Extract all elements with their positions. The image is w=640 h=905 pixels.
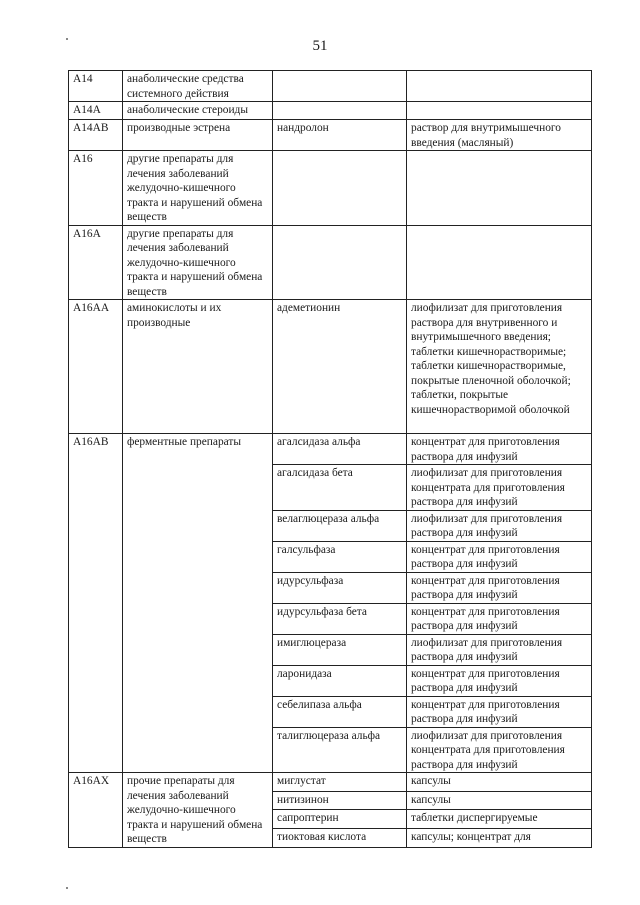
dosage-form-cell: лиофилизат для приготовления раствора для внутривенного и внутримышечного введения; таблетки кишечнорастворимые; таблетки кишечнорастворимые, покрытые пленочной оболочкой; таблетки, покрытые кишечнорастворимой оболочкой — [407, 300, 592, 434]
table-row — [69, 434, 592, 465]
dosage-form-cell: концентрат для приготовления раствора для инфузий — [407, 434, 592, 465]
table-row — [69, 773, 592, 792]
dosage-form-cell — [407, 71, 592, 102]
group-name-cell: ферментные препараты — [123, 434, 273, 773]
drug-name-cell: агалсидаза альфа — [273, 434, 407, 465]
atc-code-cell: A16AA — [69, 300, 123, 434]
dosage-form-cell: лиофилизат для приготовления раствора для инфузий — [407, 510, 592, 541]
dosage-form-cell: концентрат для приготовления раствора для инфузий — [407, 665, 592, 696]
drug-name-cell: имиглюцераза — [273, 634, 407, 665]
atc-code-cell: A16A — [69, 225, 123, 300]
drug-name-cell: сапроптерин — [273, 810, 407, 829]
dosage-form-cell — [407, 225, 592, 300]
dosage-form-cell: капсулы — [407, 773, 592, 792]
drug-name-cell: галсульфаза — [273, 541, 407, 572]
drug-name-cell: тиоктовая кислота — [273, 828, 407, 847]
drug-name-cell — [273, 225, 407, 300]
dosage-form-cell: капсулы; концентрат для — [407, 828, 592, 847]
group-name-cell: анаболические средства системного действия — [123, 71, 273, 102]
group-name-cell: производные эстрена — [123, 120, 273, 151]
atc-code-cell: A16 — [69, 151, 123, 226]
group-name-cell: прочие препараты для лечения заболеваний желудочно-кишечного тракта и нарушений обмена веществ — [123, 773, 273, 848]
drug-name-cell — [273, 102, 407, 120]
drug-name-cell: талиглюцераза альфа — [273, 727, 407, 773]
dosage-form-cell: лиофилизат для приготовления концентрата для приготовления раствора для инфузий — [407, 727, 592, 773]
drug-name-cell: миглустат — [273, 773, 407, 792]
drug-classification-table — [68, 70, 592, 848]
dosage-form-cell — [407, 151, 592, 226]
drug-name-cell: нандролон — [273, 120, 407, 151]
table-row — [69, 300, 592, 434]
drug-name-cell — [273, 71, 407, 102]
table-row — [69, 225, 592, 300]
drug-name-cell: велаглюцераза альфа — [273, 510, 407, 541]
table-row — [69, 102, 592, 120]
atc-code-cell: A16AX — [69, 773, 123, 848]
group-name-cell: другие препараты для лечения заболеваний желудочно-кишечного тракта и нарушений обмена веществ — [123, 225, 273, 300]
table-row — [69, 151, 592, 226]
dosage-form-cell: раствор для внутримышечного введения (масляный) — [407, 120, 592, 151]
dosage-form-cell: концентрат для приготовления раствора для инфузий — [407, 572, 592, 603]
dosage-form-cell: концентрат для приготовления раствора для инфузий — [407, 541, 592, 572]
dosage-form-cell: концентрат для приготовления раствора для инфузий — [407, 603, 592, 634]
drug-name-cell: себелипаза альфа — [273, 696, 407, 727]
drug-name-cell: идурсульфаза бета — [273, 603, 407, 634]
group-name-cell: другие препараты для лечения заболеваний желудочно-кишечного тракта и нарушений обмена веществ — [123, 151, 273, 226]
drug-name-cell: ларонидаза — [273, 665, 407, 696]
page-number: 51 — [312, 38, 328, 54]
group-name-cell: аминокислоты и их производные — [123, 300, 273, 434]
drug-name-cell: агалсидаза бета — [273, 465, 407, 511]
dosage-form-cell: лиофилизат для приготовления раствора для инфузий — [407, 634, 592, 665]
dosage-form-cell: капсулы — [407, 791, 592, 810]
atc-code-cell: A14A — [69, 102, 123, 120]
dosage-form-cell: таблетки диспергируемые — [407, 810, 592, 829]
atc-code-cell: A14AB — [69, 120, 123, 151]
scan-mark-bottom — [66, 887, 68, 889]
drug-name-cell: идурсульфаза — [273, 572, 407, 603]
dosage-form-cell: концентрат для приготовления раствора для инфузий — [407, 696, 592, 727]
dosage-form-cell — [407, 102, 592, 120]
drug-name-cell: адеметионин — [273, 300, 407, 434]
atc-code-cell: A16AB — [69, 434, 123, 773]
dosage-form-cell: лиофилизат для приготовления концентрата для приготовления раствора для инфузий — [407, 465, 592, 511]
scan-mark-top — [66, 38, 68, 40]
atc-code-cell: A14 — [69, 71, 123, 102]
drug-name-cell: нитизинон — [273, 791, 407, 810]
group-name-cell: анаболические стероиды — [123, 102, 273, 120]
table-row — [69, 71, 592, 102]
drug-name-cell — [273, 151, 407, 226]
table-row — [69, 120, 592, 151]
